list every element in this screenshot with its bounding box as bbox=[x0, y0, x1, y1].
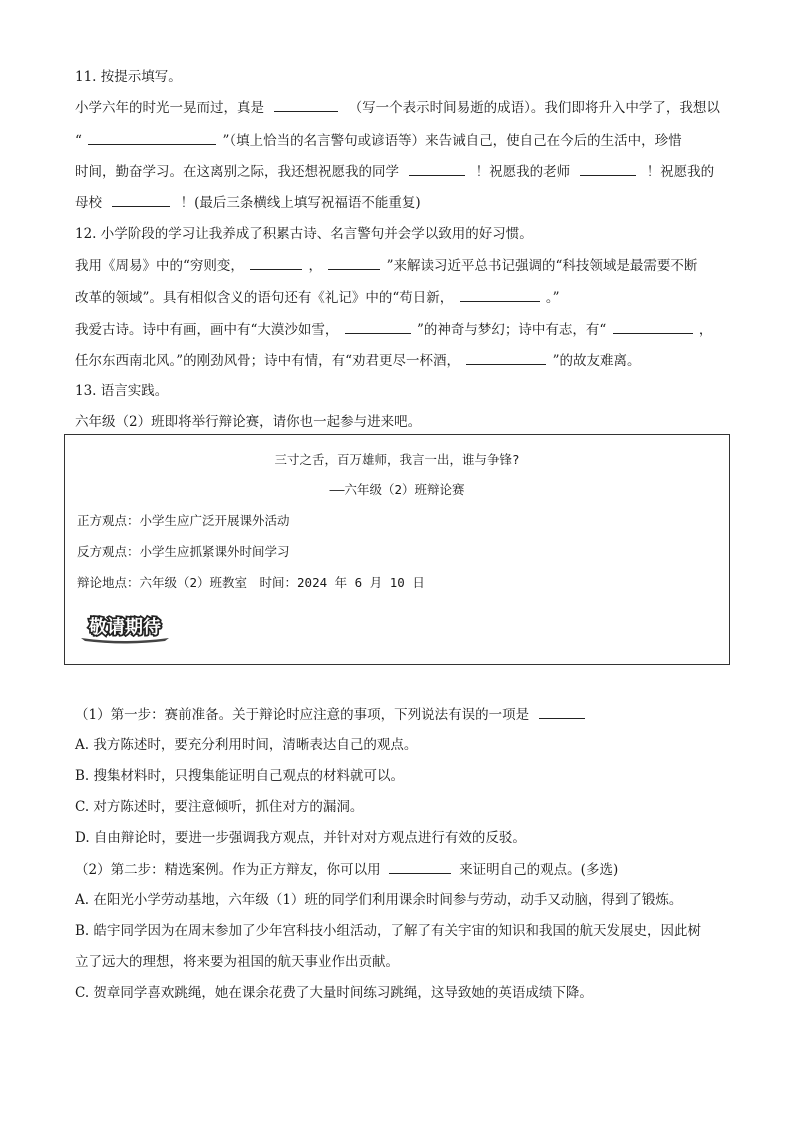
option-c: C. 贺章同学喜欢跳绳，她在课余花费了大量时间练习跳绳，这导致她的英语成绩下降。 bbox=[75, 985, 593, 1001]
option-a: A. 我方陈述时，要充分利用时间，清晰表达自己的观点。 bbox=[75, 737, 418, 753]
option-b: B. 搜集材料时，只搜集能证明自己观点的材料就可以。 bbox=[75, 768, 405, 784]
q13-text: （1）第一步：赛前准备。关于辩论时应注意的事项，下列说法有误的一项是 bbox=[75, 707, 530, 723]
q11-line-2 bbox=[75, 130, 734, 151]
q11-title: 11. 按提示填写。 bbox=[75, 69, 182, 85]
answer-blank[interactable] bbox=[328, 255, 380, 270]
q12-text: 改革的领域”。具有相似含义的语句还有《礼记》中的“苟日新， bbox=[75, 290, 454, 306]
answer-blank[interactable] bbox=[466, 350, 546, 365]
q11-line-1 bbox=[75, 97, 734, 118]
coming-soon-logo bbox=[75, 610, 175, 644]
q12-text: ， bbox=[308, 258, 322, 274]
q11-line-3 bbox=[75, 161, 734, 182]
answer-blank[interactable] bbox=[389, 859, 451, 874]
q13-title: 13. 语言实践。 bbox=[75, 383, 169, 399]
poster-subtitle: ——六年级（2）班辩论赛 bbox=[329, 482, 465, 497]
q11-text: 母校 bbox=[75, 195, 102, 211]
q12-line-2 bbox=[75, 287, 734, 308]
answer-blank[interactable] bbox=[345, 319, 411, 334]
q12-text: 我用《周易》中的“穷则变， bbox=[75, 258, 244, 274]
q11-text: “ bbox=[75, 133, 82, 149]
q12-text: 任尔东西南北风。”的刚劲风骨；诗中有情，有“劝君更尽一杯酒， bbox=[75, 353, 461, 369]
q11-text: 时间，勤奋学习。在这离别之际，我还想祝愿我的同学 bbox=[75, 164, 399, 180]
q12-text: 。” bbox=[545, 290, 560, 306]
poster-headline: 三寸之舌，百万雄师，我言一出，谁与争锋? bbox=[274, 452, 520, 467]
q13-intro: 六年级（2）班即将举行辩论赛，请你也一起参与进来吧。 bbox=[75, 414, 422, 430]
q13-text: （2）第二步：精选案例。作为正方辩友，你可以用 bbox=[75, 862, 381, 878]
q11-line-4 bbox=[75, 192, 734, 213]
q12-text: ”的故友难离。 bbox=[552, 353, 641, 369]
option-d: D. 自由辩论时，要进一步强调我方观点，并针对对方观点进行有效的反驳。 bbox=[75, 830, 526, 846]
q13-text: 来证明自己的观点。(多选) bbox=[459, 862, 619, 878]
q11-text: ！(最后三条横线上填写祝福语不能重复) bbox=[180, 195, 421, 211]
answer-blank[interactable] bbox=[250, 255, 302, 270]
answer-blank[interactable] bbox=[88, 130, 216, 145]
coming-soon-logo-text: 敬请期待 bbox=[89, 617, 161, 638]
option-b: B. 皓宇同学因为在周末参加了少年宫科技小组活动，了解了有关宇宙的知识和我国的航天发展史，因此树 bbox=[75, 923, 702, 939]
answer-blank[interactable] bbox=[539, 704, 585, 719]
answer-blank[interactable] bbox=[112, 192, 170, 207]
q12-line-1 bbox=[75, 255, 734, 276]
poster-pro-view: 正方观点：小学生应广泛开展课外活动 bbox=[77, 513, 290, 528]
q12-text: 我爱古诗。诗中有画，画中有“大漠沙如雪， bbox=[75, 322, 339, 338]
q11-text: ”（填上恰当的名言警句或谚语等）来告诫自己，使自己在今后的生活中，珍惜 bbox=[222, 133, 682, 149]
q12-text: ”的神奇与梦幻；诗中有志，有“ bbox=[417, 322, 607, 338]
q13-step1 bbox=[75, 704, 734, 725]
option-b-continued: 立了远大的理想，将来要为祖国的航天事业作出贡献。 bbox=[75, 954, 399, 970]
debate-poster bbox=[64, 434, 730, 665]
option-c: C. 对方陈述时，要注意倾听，抓住对方的漏洞。 bbox=[75, 799, 364, 815]
answer-blank[interactable] bbox=[274, 97, 338, 112]
q12-line-4 bbox=[75, 350, 734, 371]
answer-blank[interactable] bbox=[460, 287, 540, 302]
answer-blank[interactable] bbox=[409, 161, 465, 176]
q13-step2 bbox=[75, 859, 734, 880]
q11-text: ！祝愿我的老师 bbox=[475, 164, 571, 180]
q11-text: （写一个表示时间易逝的成语）。我们即将升入中学了，我想以 bbox=[348, 100, 720, 116]
q12-line-3 bbox=[75, 319, 734, 340]
q12-title: 12. 小学阶段的学习让我养成了积累古诗、名言警句并会学以致用的好习惯。 bbox=[75, 226, 533, 242]
poster-place-time: 辩论地点：六年级（2）班教室 时间：2024 年 6 月 10 日 bbox=[77, 575, 425, 590]
q12-text: ， bbox=[698, 322, 713, 338]
poster-con-view: 反方观点：小学生应抓紧课外时间学习 bbox=[77, 544, 290, 559]
q11-text: 小学六年的时光一晃而过，真是 bbox=[75, 100, 264, 116]
q11-text: ！祝愿我的 bbox=[646, 164, 715, 180]
q12-text: ”来解读习近平总书记强调的“科技领域是最需要不断 bbox=[386, 258, 698, 274]
option-a: A. 在阳光小学劳动基地，六年级（1）班的同学们利用课余时间参与劳动，动手又动脑，得到了锻炼。 bbox=[75, 892, 683, 908]
answer-blank[interactable] bbox=[613, 319, 693, 334]
answer-blank[interactable] bbox=[580, 161, 636, 176]
